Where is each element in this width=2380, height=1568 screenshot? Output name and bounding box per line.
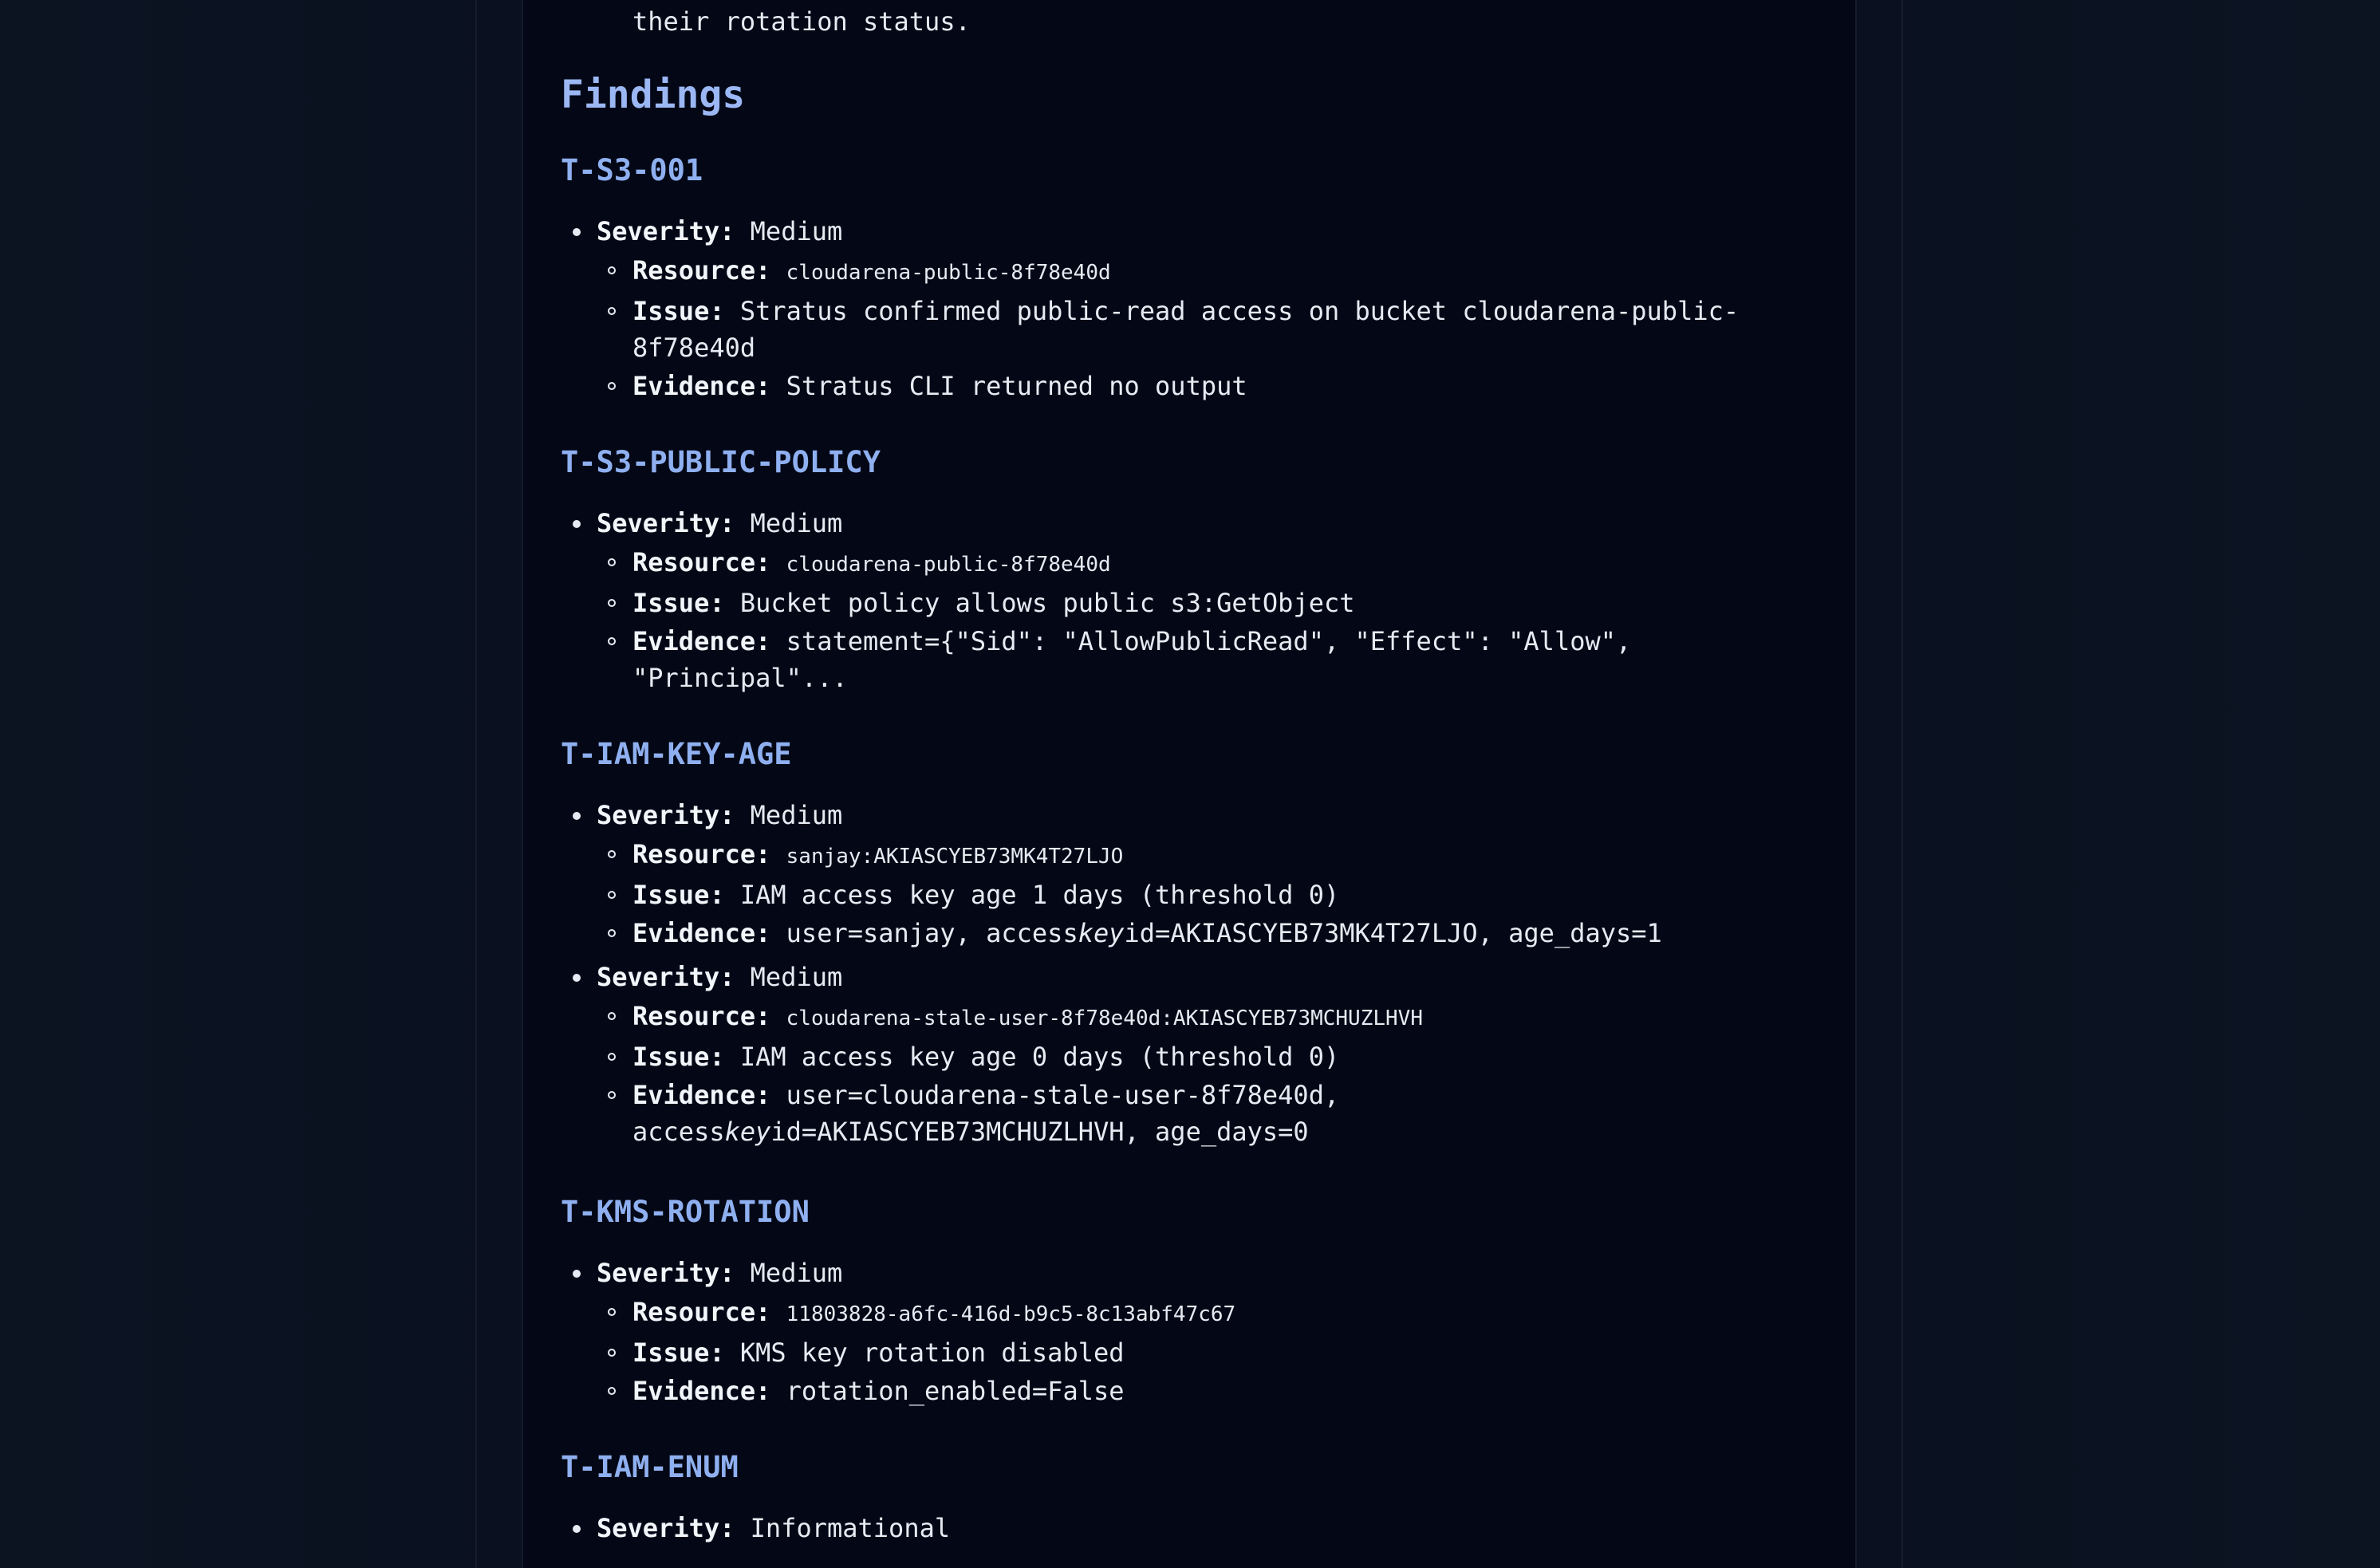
resource-value: cloudarena-stale-user-8f78e40d:AKIASCYEB73MCHUZLHVH: [786, 1007, 1423, 1030]
severity-label: Severity:: [597, 216, 735, 246]
severity-item: [561, 1254, 1749, 1292]
evidence-value: user=cloudarena-stale-user-8f78e40d,: [786, 1080, 1340, 1110]
finding-details: [561, 252, 1749, 404]
finding-details: [561, 544, 1749, 696]
resource-item: [561, 252, 1749, 291]
severity-label: Severity:: [597, 1513, 735, 1543]
severity-label: Severity:: [597, 800, 735, 830]
issue-item: [561, 877, 1749, 913]
issue-item: [561, 1334, 1749, 1371]
resource-item: [561, 998, 1749, 1037]
issue-label: Issue:: [632, 588, 725, 618]
finding-id-heading: T-S3-PUBLIC-POLICY: [561, 445, 881, 479]
issue-item: [561, 1038, 1749, 1075]
resource-item: [561, 1294, 1749, 1333]
finding-section-t-s3-001: [561, 148, 1749, 404]
evidence-value: Stratus CLI returned no output: [786, 371, 1247, 401]
evidence-label: Evidence:: [632, 371, 771, 401]
issue-label: Issue:: [632, 880, 725, 910]
resource-value: 11803828-a6fc-416d-b9c5-8c13abf47c67: [786, 1302, 1236, 1326]
evidence-value-post: id=AKIASCYEB73MCHUZLHVH, age_days=0: [770, 1117, 1309, 1147]
finding-section-t-kms-rotation: [561, 1190, 1749, 1409]
severity-label: Severity:: [597, 508, 735, 538]
evidence-item: [561, 1077, 1749, 1150]
finding-section-t-s3-public-policy: [561, 440, 1749, 696]
finding-id-heading: T-IAM-KEY-AGE: [561, 737, 792, 771]
evidence-value: statement={"Sid": "AllowPublicRead", "Effect": "Allow",: [786, 626, 1632, 656]
evidence-label: Evidence:: [632, 918, 771, 948]
issue-item: [561, 585, 1749, 621]
evidence-value-pre: access: [632, 1117, 725, 1147]
resource-item: [561, 544, 1749, 583]
finding-id-heading: T-S3-001: [561, 153, 703, 187]
issue-value: IAM access key age 1 days (threshold 0): [739, 880, 1340, 910]
finding-entry: [561, 212, 1749, 404]
severity-label: Severity:: [597, 1258, 735, 1288]
evidence-value-italic: key: [724, 1117, 771, 1147]
severity-value: Medium: [750, 508, 843, 538]
evidence-item: [561, 623, 1749, 696]
issue-label: Issue:: [632, 1338, 725, 1368]
severity-value: Medium: [750, 1258, 843, 1288]
evidence-value-pre: user=sanjay, access: [786, 918, 1078, 948]
resource-value: cloudarena-public-8f78e40d: [786, 261, 1111, 285]
resource-label: Resource:: [632, 255, 771, 286]
evidence-label: Evidence:: [632, 1376, 771, 1406]
finding-entry: [561, 1509, 1749, 1547]
severity-item: [561, 796, 1749, 834]
evidence-value-post: id=AKIASCYEB73MK4T27LJO, age_days=1: [1124, 918, 1662, 948]
evidence-item: [561, 1373, 1749, 1409]
severity-value: Medium: [750, 216, 843, 246]
severity-value: Informational: [750, 1513, 951, 1543]
resource-item: [561, 836, 1749, 875]
finding-id-heading: T-IAM-ENUM: [561, 1450, 739, 1484]
severity-item: [561, 958, 1749, 996]
severity-label: Severity:: [597, 962, 735, 992]
issue-value: Bucket policy allows public s3:GetObject: [739, 588, 1355, 618]
issue-value: KMS key rotation disabled: [739, 1338, 1125, 1368]
finding-id-heading: T-KMS-ROTATION: [561, 1195, 810, 1229]
severity-value: Medium: [750, 962, 843, 992]
resource-label: Resource:: [632, 1001, 771, 1031]
issue-value: IAM access key age 0 days (threshold 0): [739, 1042, 1340, 1072]
finding-section-t-iam-key-age: [561, 732, 1749, 1150]
resource-value: cloudarena-public-8f78e40d: [786, 553, 1111, 577]
issue-value-continued: 8f78e40d: [632, 333, 756, 363]
issue-item: [561, 293, 1749, 366]
severity-item: [561, 1509, 1749, 1547]
intro-text-tail: their rotation status.: [632, 6, 971, 37]
severity-item: [561, 212, 1749, 250]
evidence-value: rotation_enabled=False: [786, 1376, 1125, 1406]
finding-entry: [561, 958, 1749, 1150]
evidence-value-continued: "Principal"...: [632, 663, 848, 693]
finding-details: [561, 998, 1749, 1150]
severity-value: Medium: [750, 800, 843, 830]
finding-entry: [561, 504, 1749, 696]
resource-label: Resource:: [632, 547, 771, 577]
issue-label: Issue:: [632, 1042, 725, 1072]
evidence-item: [561, 915, 1749, 951]
resource-label: Resource:: [632, 839, 771, 869]
issue-value: Stratus confirmed public-read access on bucket cloudarena-public-: [739, 296, 1740, 326]
findings-heading: Findings: [561, 73, 746, 117]
finding-details: [561, 1294, 1749, 1409]
severity-item: [561, 504, 1749, 542]
evidence-label: Evidence:: [632, 1080, 771, 1110]
evidence-item: [561, 368, 1749, 404]
finding-details: [561, 836, 1749, 951]
resource-label: Resource:: [632, 1297, 771, 1327]
resource-value: sanjay:AKIASCYEB73MK4T27LJO: [786, 845, 1124, 869]
evidence-value-italic: key: [1078, 918, 1125, 948]
finding-entry: [561, 1254, 1749, 1409]
finding-section-t-iam-enum: [561, 1445, 1749, 1547]
issue-label: Issue:: [632, 296, 725, 326]
evidence-label: Evidence:: [632, 626, 771, 656]
finding-entry: [561, 796, 1749, 951]
